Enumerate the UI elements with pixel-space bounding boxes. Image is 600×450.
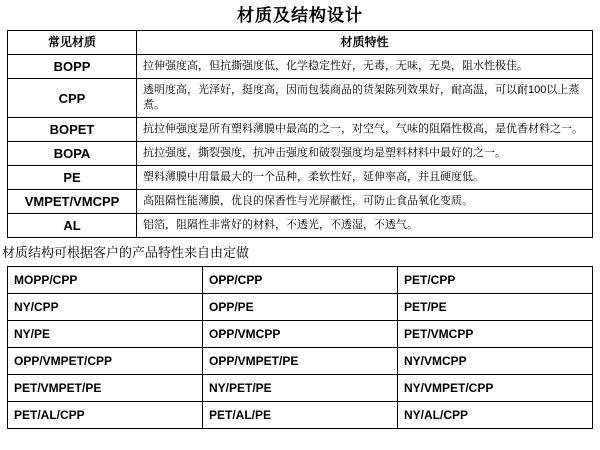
material-name: BOPP <box>8 55 137 79</box>
combination-cell: OPP/VMCPP <box>203 321 398 348</box>
table-row <box>8 190 593 214</box>
combination-cell: OPP/VMPET/CPP <box>8 348 203 375</box>
table-row <box>8 118 593 142</box>
combination-cell: PET/AL/CPP <box>8 402 203 429</box>
table-row <box>8 321 593 348</box>
combination-cell: OPP/VMPET/PE <box>203 348 398 375</box>
table-row <box>8 55 593 79</box>
material-name: BOPA <box>8 142 137 166</box>
combination-cell: NY/VMCPP <box>398 348 593 375</box>
table-header-row <box>8 31 593 55</box>
material-property: 高阻隔性能薄膜，优良的保香性与光屏蔽性，可防止食品氧化变质。 <box>137 190 593 214</box>
combination-cell: MOPP/CPP <box>8 267 203 294</box>
combination-cell: NY/PET/PE <box>203 375 398 402</box>
combination-cell: PET/VMCPP <box>398 321 593 348</box>
combination-cell: PET/AL/PE <box>203 402 398 429</box>
table-row <box>8 214 593 238</box>
combination-cell: NY/VMPET/CPP <box>398 375 593 402</box>
table-row <box>8 142 593 166</box>
structure-note: 材质结构可根据客户的产品特性来自由定做 <box>2 245 250 260</box>
combination-cell: PET/CPP <box>398 267 593 294</box>
material-name: PE <box>8 166 137 190</box>
combination-cell: OPP/CPP <box>203 267 398 294</box>
material-property: 铝箔，阻隔性非常好的材料，不透光，不透湿，不透气。 <box>137 214 593 238</box>
material-name: CPP <box>8 79 137 118</box>
table-row <box>8 375 593 402</box>
header-material-name: 常见材质 <box>8 31 137 55</box>
page-title: 材质及结构设计 <box>237 6 363 25</box>
combinations-table <box>7 266 593 429</box>
material-name: VMPET/VMCPP <box>8 190 137 214</box>
combination-cell: PET/PE <box>398 294 593 321</box>
table-row <box>8 166 593 190</box>
material-property: 透明度高，光泽好，挺度高，因而包装商品的货架陈列效果好，耐高温，可以耐100以上蒸煮。 <box>137 79 593 118</box>
combination-cell: PET/VMPET/PE <box>8 375 203 402</box>
table-row <box>8 402 593 429</box>
material-property: 塑料薄膜中用量最大的一个品种，柔软性好，延伸率高，并且硬度低。 <box>137 166 593 190</box>
combination-cell: NY/CPP <box>8 294 203 321</box>
material-property: 抗拉强度，撕裂强度，抗冲击强度和破裂强度均是塑料材料中最好的之一。 <box>137 142 593 166</box>
materials-table <box>7 30 593 238</box>
header-material-property: 材质特性 <box>137 31 593 55</box>
combination-cell: OPP/PE <box>203 294 398 321</box>
material-property: 拉伸强度高，但抗撕强度低，化学稳定性好，无毒，无味，无臭，阻水性极佳。 <box>137 55 593 79</box>
table-row <box>8 267 593 294</box>
table-row <box>8 348 593 375</box>
combination-cell: NY/PE <box>8 321 203 348</box>
material-name: BOPET <box>8 118 137 142</box>
material-property: 抗拉伸强度是所有塑料薄膜中最高的之一，对空气，气味的阻隔性极高，是优香材料之一。 <box>137 118 593 142</box>
combination-cell: NY/AL/CPP <box>398 402 593 429</box>
material-name: AL <box>8 214 137 238</box>
table-row <box>8 79 593 118</box>
table-row <box>8 294 593 321</box>
